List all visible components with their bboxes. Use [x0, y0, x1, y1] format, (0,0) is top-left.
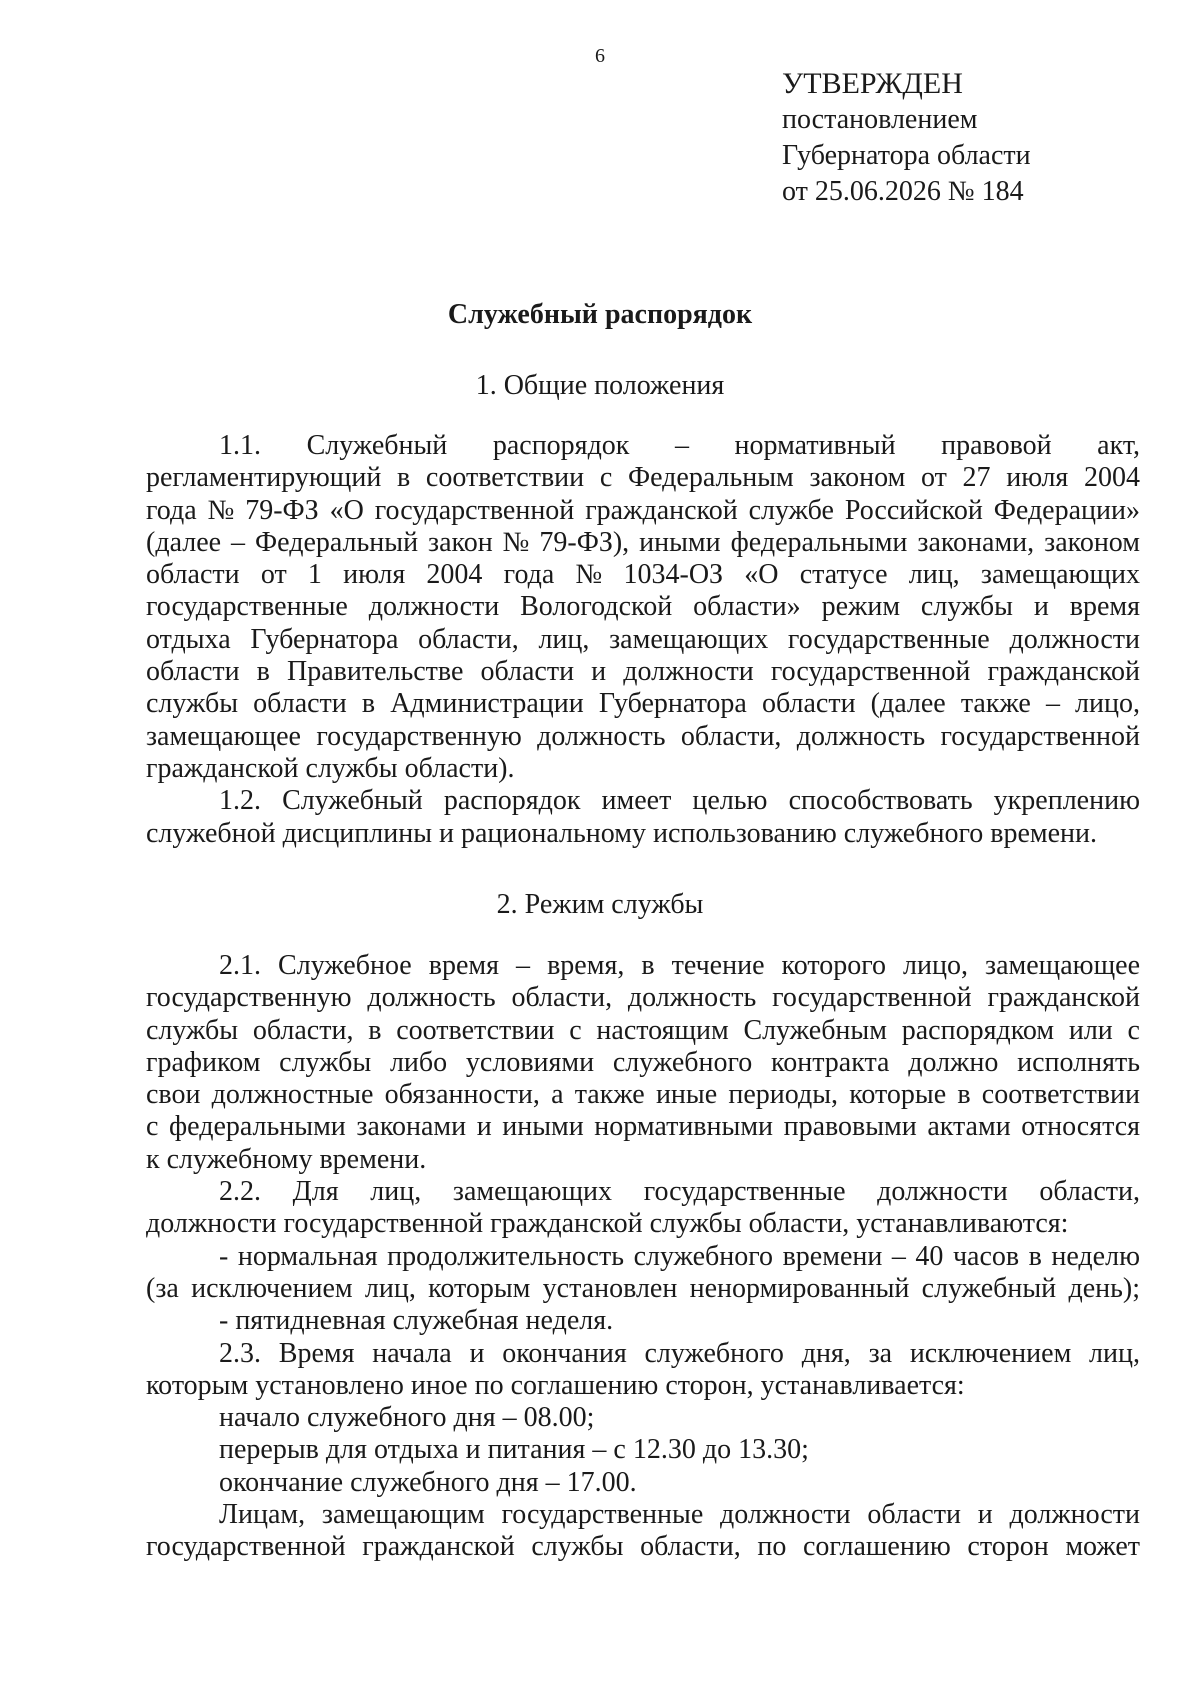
word: лиц, — [370, 1176, 422, 1208]
word: Служебный — [306, 430, 448, 461]
word: правовой — [941, 430, 1052, 461]
paragraph-1-1 — [146, 430, 1140, 850]
paragraph-1-2-first-line: 1.2. Служебный распорядок имеет целью способствовать укреплению — [219, 785, 1140, 817]
word: Для — [292, 1176, 339, 1208]
word: 1.1. — [219, 430, 261, 461]
text-line: (далее – Федеральный закон № 79-ФЗ), иными федеральными законами, законом — [146, 526, 1140, 558]
text-line: государственной гражданской службы области, по соглашению сторон может — [146, 1531, 1140, 1563]
approval-line: Губернатора области — [782, 140, 1031, 171]
word: 2.2. — [219, 1176, 261, 1208]
text-line: области в Правительстве области и должности государственной гражданской — [146, 656, 1140, 688]
paragraph-2-2-first-line — [146, 1176, 1140, 1208]
text-line: службы области, в соответствии с настоящим Служебным распорядком или с — [146, 1014, 1140, 1046]
word: нормативный — [734, 430, 896, 461]
page-number: 6 — [595, 45, 605, 67]
word: замещающих — [452, 1176, 613, 1208]
paragraph-first-line — [146, 430, 1140, 462]
paragraph-first-line: Лицам, замещающим государственные должности области и должности — [219, 1499, 1140, 1531]
word: государственные — [643, 1176, 846, 1208]
word: – — [674, 430, 689, 461]
list-item: - нормальная продолжительность служебного времени – 40 часов в неделю — [219, 1240, 1140, 1272]
text-line: гражданской службы области). — [146, 752, 515, 784]
text-line: графиком службы либо условиями служебного контракта должно исполнять — [146, 1046, 1140, 1078]
schedule-end: окончание служебного дня – 17.00. — [219, 1466, 637, 1498]
text-line: регламентирующий в соответствии с Федеральным законом от 27 июля 2004 — [146, 462, 1140, 494]
text-line: к служебному времени. — [146, 1143, 427, 1175]
text-line: года № 79-ФЗ «О государственной гражданской службе Российской Федерации» — [146, 494, 1140, 526]
paragraph-first-line: 2.1. Служебное время – время, в течение которого лицо, замещающее — [219, 950, 1140, 981]
text-line: замещающее государственную должность области, должность государственной — [146, 720, 1140, 752]
text-line: с федеральными законами и иными нормативными правовыми актами относятся — [146, 1111, 1140, 1143]
paragraph-2-3-first-line: 2.3. Время начала и окончания служебного дня, за исключением лиц, — [219, 1337, 1140, 1369]
approval-title: УТВЕРЖДЕН — [782, 67, 963, 100]
word: области, — [1039, 1176, 1140, 1208]
schedule-break: перерыв для отдыха и питания – с 12.30 до 13.30; — [219, 1434, 809, 1466]
paragraph-2-1 — [146, 950, 1140, 1564]
text-line: службы области в Администрации Губернатора области (далее также – лицо, — [146, 688, 1140, 720]
text-line: служебной дисциплины и рациональному использованию служебного времени. — [146, 817, 1098, 849]
approval-stamp-block — [782, 66, 1142, 210]
word: должности — [877, 1176, 1008, 1208]
text-line: должности государственной гражданской службы области, устанавливаются: — [146, 1208, 1069, 1240]
text-line: государственную должность области, должность государственной гражданской — [146, 982, 1140, 1014]
text-line: (за исключением лиц, которым установлен ненормированный служебный день); — [146, 1272, 1140, 1304]
list-item: - пятидневная служебная неделя. — [219, 1305, 614, 1337]
text-line: области от 1 июля 2004 года № 1034-ОЗ «О статусе лиц, замещающих — [146, 559, 1140, 591]
text-line: государственные должности Вологодской области» режим службы и время — [146, 591, 1140, 623]
section-heading-service-mode: 2. Режим службы — [496, 889, 704, 920]
word: распорядок — [492, 430, 630, 461]
approval-line: постановлением — [782, 104, 978, 135]
schedule-start: начало служебного дня – 08.00; — [219, 1402, 595, 1434]
text-line: которым установлено иное по соглашению сторон, устанавливается: — [146, 1369, 965, 1401]
text-line: свои должностные обязанности, а также иные периоды, которые в соответствии — [146, 1079, 1140, 1111]
word: акт, — [1097, 430, 1140, 461]
text-line: отдыха Губернатора области, лиц, замещающих государственные должности — [146, 623, 1140, 655]
section-heading-general: 1. Общие положения — [475, 370, 725, 401]
approval-decree-date: от 25.06.2026 № 184 — [782, 176, 1024, 207]
document-title: Служебный распорядок — [447, 299, 753, 330]
